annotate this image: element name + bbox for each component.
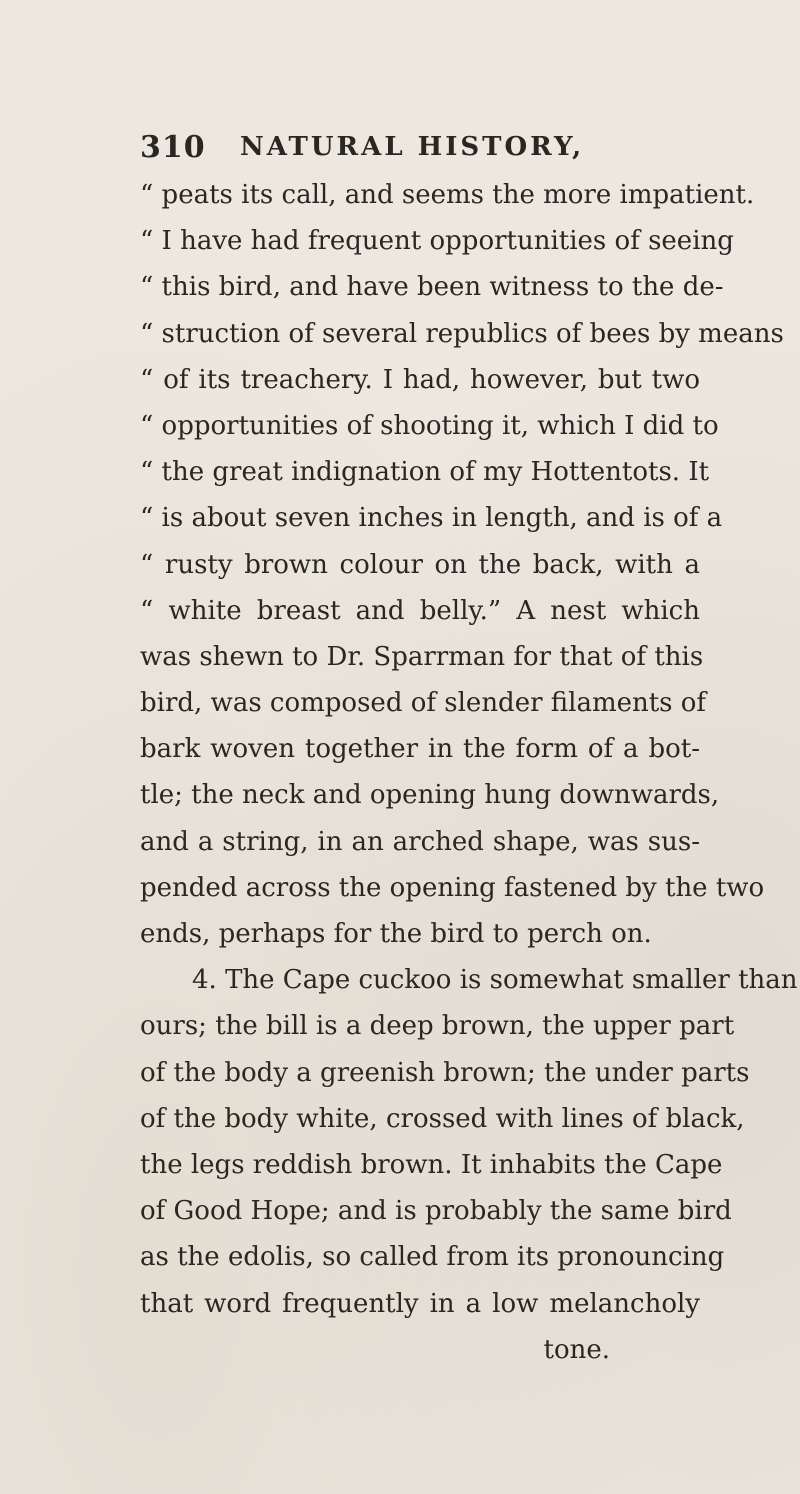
text-line: of Good Hope; and is probably the same bird xyxy=(140,1196,732,1227)
text-line: pended across the opening fastened by the two xyxy=(140,872,765,903)
text-line: “ of its treachery. I had, however, but two xyxy=(140,364,700,395)
text-line: “ peats its call, and seems the more impatient. xyxy=(140,180,755,210)
text-line: of the body white, crossed with lines of black, xyxy=(140,1103,745,1134)
text-line: “ is about seven inches in length, and is of a xyxy=(140,503,723,534)
text-line: “ the great indignation of my Hottentots. It xyxy=(140,457,710,488)
text-line: “ rusty brown colour on the back, with a xyxy=(140,549,700,580)
text-line: “ I have had frequent opportunities of seeing xyxy=(140,226,734,257)
text-line: tle; the neck and opening hung downwards, xyxy=(140,780,720,811)
text-line: that word frequently in a low melancholy xyxy=(140,1288,700,1319)
text-line: of the body a greenish brown; the under parts xyxy=(140,1057,750,1088)
text-line: and a string, in an arched shape, was sus- xyxy=(140,826,700,857)
text-line: as the edolis, so called from its pronouncing xyxy=(140,1242,725,1273)
text-line: “ white breast and belly.” A nest which xyxy=(140,595,700,626)
text-line: bark woven together in the form of a bot- xyxy=(140,734,700,765)
body-text xyxy=(140,172,798,1373)
text-line: “ struction of several republics of bees by means xyxy=(140,318,784,349)
text-line: “ this bird, and have been witness to the de- xyxy=(140,272,724,303)
text-line: the legs reddish brown. It inhabits the Cape xyxy=(140,1149,723,1180)
text-line: tone. xyxy=(543,1334,610,1365)
text-line: ours; the bill is a deep brown, the upper part xyxy=(140,1011,735,1042)
running-head: NATURAL HISTORY, xyxy=(240,132,585,162)
text-line: “ opportunities of shooting it, which I did to xyxy=(140,410,719,441)
text-line: ends, perhaps for the bird to perch on. xyxy=(140,919,652,949)
page-number: 310 xyxy=(140,130,206,165)
text-line: 4. The Cape cuckoo is somewhat smaller than xyxy=(192,965,798,996)
page-header xyxy=(140,130,700,170)
text-line: was shewn to Dr. Sparrman for that of this xyxy=(140,641,704,672)
text-line: bird, was composed of slender filaments of xyxy=(140,688,707,719)
